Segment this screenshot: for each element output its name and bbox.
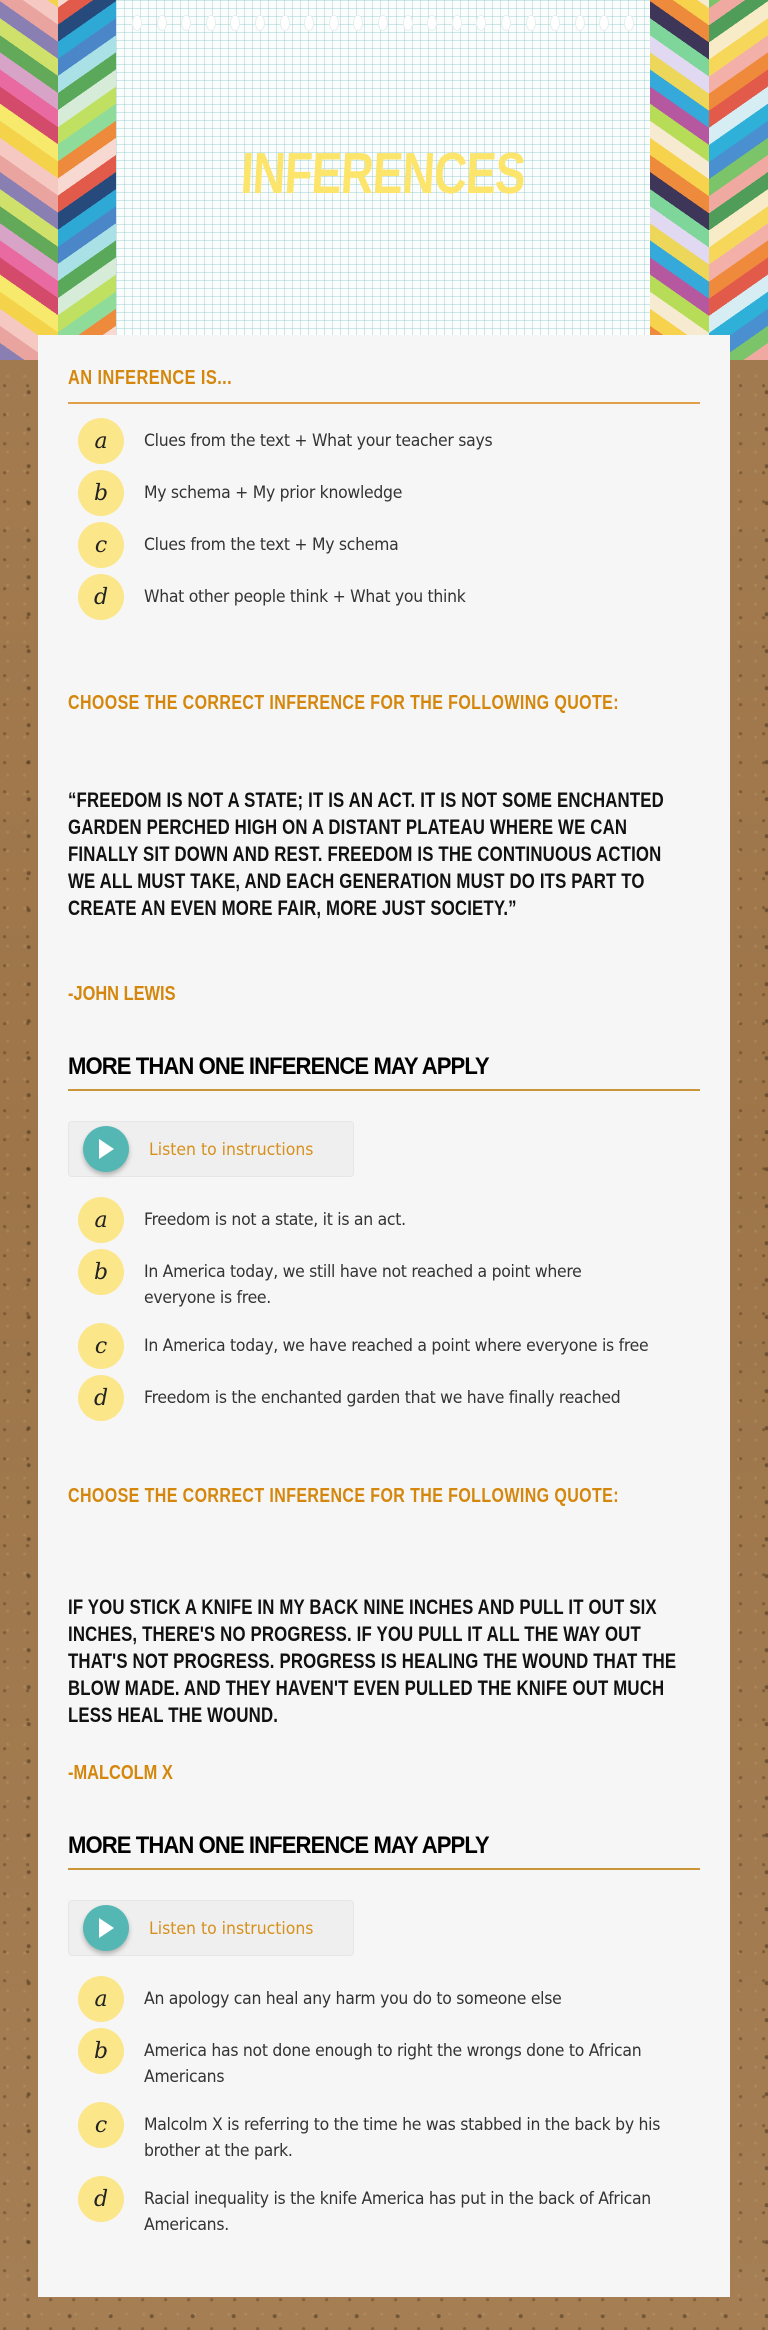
chevron-pattern-right xyxy=(650,0,768,360)
letter-badge: d xyxy=(78,574,124,620)
option-text: America has not done enough to right the wrongs done to African Americans xyxy=(144,2041,642,2086)
question-prompt: CHOOSE THE CORRECT INFERENCE FOR THE FOLLOWING QUOTE: xyxy=(68,692,619,714)
listen-instructions-button[interactable] xyxy=(68,1900,354,1956)
quote-attribution: -JOHN LEWIS xyxy=(68,983,176,1005)
option-list xyxy=(68,1197,708,1427)
option-d[interactable] xyxy=(68,574,700,620)
listen-label: Listen to instructions xyxy=(149,1918,314,1938)
question-prompt: CHOOSE THE CORRECT INFERENCE FOR THE FOLLOWING QUOTE: xyxy=(68,1485,619,1507)
letter-badge: a xyxy=(78,1976,124,2022)
letter-badge: b xyxy=(78,2028,124,2074)
apply-header xyxy=(68,1832,700,1870)
listen-label: Listen to instructions xyxy=(149,1139,314,1159)
letter-badge: c xyxy=(78,2102,124,2148)
apply-title: MORE THAN ONE INFERENCE MAY APPLY xyxy=(68,1832,489,1859)
option-c[interactable] xyxy=(68,522,700,568)
quote-text: “FREEDOM IS NOT A STATE; IT IS AN ACT. IT IS NOT SOME ENCHANTED GARDEN PERCHED HIGH ON A DISTANT PLATEAU WHERE WE CAN FINALLY SIT DOWN AND REST. FREEDOM IS THE CONTINUOUS ACTION WE ALL MUST TAKE, AND EACH GENERATION MUST DO ITS PART TO CREATE AN EVEN MORE FAIR, MORE JUST SOCIETY.” xyxy=(68,789,664,920)
apply-title: MORE THAN ONE INFERENCE MAY APPLY xyxy=(68,1053,489,1080)
binder-holes-top xyxy=(132,15,634,31)
apply-header xyxy=(68,1053,700,1091)
option-c[interactable] xyxy=(68,1323,708,1369)
section-question-1 xyxy=(68,690,708,717)
letter-badge: d xyxy=(78,1375,124,1421)
option-list xyxy=(68,418,700,620)
page-title: INFERENCES xyxy=(239,141,527,206)
option-text: Clues from the text + What your teacher says xyxy=(144,431,493,450)
option-d[interactable] xyxy=(68,2176,708,2238)
letter-badge: a xyxy=(78,418,124,464)
option-text: An apology can heal any harm you do to someone else xyxy=(144,1989,562,2008)
option-text: In America today, we have reached a point where everyone is free xyxy=(144,1336,649,1355)
listen-instructions-button[interactable] xyxy=(68,1121,354,1177)
section-title: AN INFERENCE IS... xyxy=(68,367,233,389)
option-text: What other people think + What you think xyxy=(144,587,466,606)
divider xyxy=(68,402,700,404)
quote-text: IF YOU STICK A KNIFE IN MY BACK NINE INCHES AND PULL IT OUT SIX INCHES, THERE'S NO PROGRESS. IF YOU PULL IT ALL THE WAY OUT THAT'S NOT PROGRESS. PROGRESS IS HEALING THE WOUND THAT THE BLOW MADE. AND THEY HAVEN'T EVEN PULLED THE KNIFE OUT MUCH LESS HEAL THE WOUND. xyxy=(68,1596,677,1727)
letter-badge: c xyxy=(78,1323,124,1369)
option-text: Racial inequality is the knife America has put in the back of African Americans. xyxy=(144,2189,651,2234)
chevron-pattern-left xyxy=(0,0,116,360)
option-a[interactable] xyxy=(68,1976,708,2022)
header-banner xyxy=(0,0,768,360)
play-icon xyxy=(83,1126,129,1172)
option-text: My schema + My prior knowledge xyxy=(144,483,403,502)
letter-badge: b xyxy=(78,1249,124,1295)
content-card xyxy=(38,335,730,2297)
option-a[interactable] xyxy=(68,418,700,464)
letter-badge: d xyxy=(78,2176,124,2222)
section-question-2 xyxy=(68,1483,708,1510)
quote-attribution: -MALCOLM X xyxy=(68,1762,173,1784)
option-b[interactable] xyxy=(68,1249,708,1311)
option-text: Freedom is not a state, it is an act. xyxy=(144,1210,406,1229)
letter-badge: c xyxy=(78,522,124,568)
letter-badge: a xyxy=(78,1197,124,1243)
divider xyxy=(68,1089,700,1091)
option-a[interactable] xyxy=(68,1197,708,1243)
option-c[interactable] xyxy=(68,2102,708,2164)
option-text: In America today, we still have not reached a point where everyone is free. xyxy=(144,1262,582,1307)
section-definition xyxy=(68,365,700,626)
option-text: Clues from the text + My schema xyxy=(144,535,399,554)
option-text: Freedom is the enchanted garden that we have finally reached xyxy=(144,1388,621,1407)
divider xyxy=(68,1868,700,1870)
play-icon xyxy=(83,1905,129,1951)
option-list xyxy=(68,1976,708,2244)
option-d[interactable] xyxy=(68,1375,708,1421)
letter-badge: b xyxy=(78,470,124,516)
option-text: Malcolm X is referring to the time he was stabbed in the back by his brother at the park. xyxy=(144,2115,661,2160)
option-b[interactable] xyxy=(68,470,700,516)
option-b[interactable] xyxy=(68,2028,708,2090)
